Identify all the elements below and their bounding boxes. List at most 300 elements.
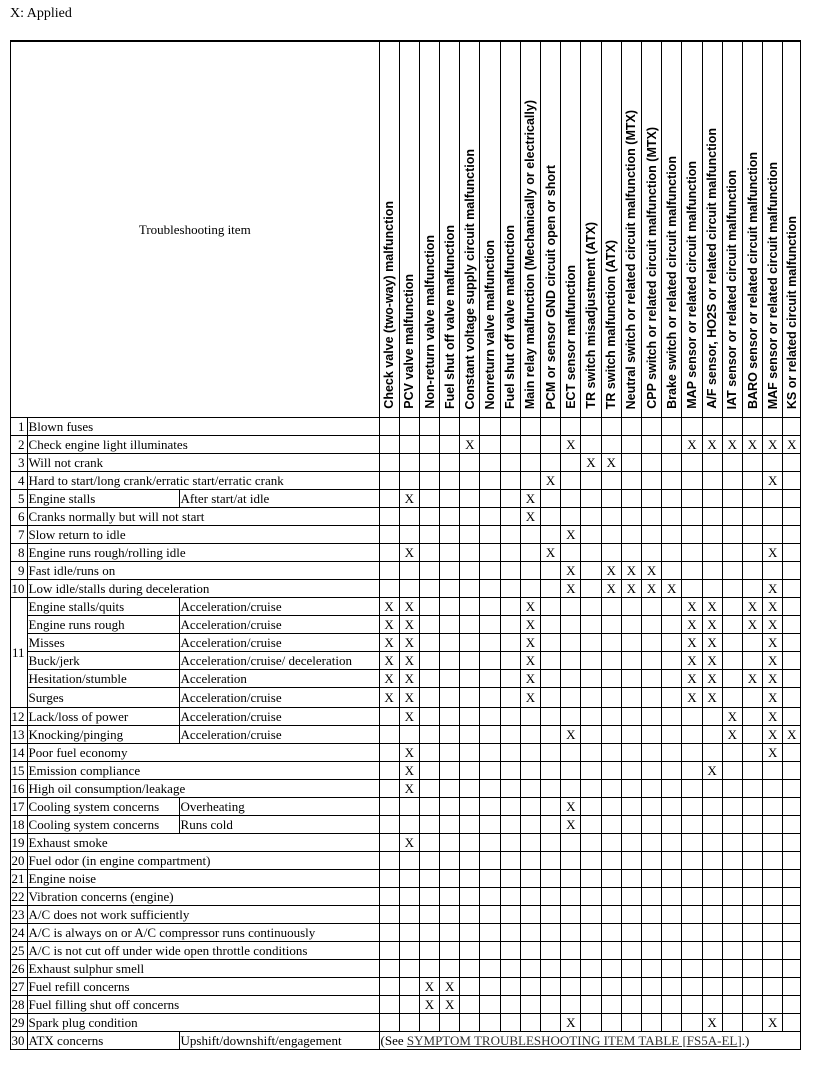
applied-cell: X (440, 978, 460, 996)
applied-cell (581, 852, 601, 870)
applied-cell (722, 852, 742, 870)
item-condition: Upshift/downshift/engagement (179, 1032, 379, 1050)
applied-cell: X (520, 490, 540, 508)
applied-cell (541, 708, 561, 726)
applied-cell (500, 418, 520, 436)
applied-cell (399, 472, 419, 490)
applied-cell: X (702, 652, 722, 670)
applied-cell (440, 816, 460, 834)
row-number: 6 (11, 508, 28, 526)
applied-cell: X (763, 708, 783, 726)
applied-cell (419, 616, 439, 634)
row-number: 21 (11, 870, 28, 888)
applied-cell (379, 978, 399, 996)
table-row (11, 942, 801, 960)
applied-cell (621, 960, 641, 978)
applied-cell (682, 834, 702, 852)
applied-cell (641, 996, 661, 1014)
applied-cell (722, 834, 742, 852)
applied-cell (480, 780, 500, 798)
column-header (379, 41, 399, 418)
applied-cell (500, 544, 520, 562)
applied-cell (419, 780, 439, 798)
applied-cell (460, 580, 480, 598)
applied-cell: X (379, 670, 399, 688)
applied-cell (722, 544, 742, 562)
item-condition: After start/at idle (179, 490, 379, 508)
applied-cell (662, 616, 682, 634)
applied-cell (722, 1014, 742, 1032)
applied-cell (621, 798, 641, 816)
applied-cell (379, 834, 399, 852)
applied-cell: X (763, 616, 783, 634)
applied-cell (763, 870, 783, 888)
applied-cell (541, 616, 561, 634)
applied-cell (763, 888, 783, 906)
applied-cell (399, 726, 419, 744)
troubleshooting-item: Blown fuses (27, 418, 379, 436)
applied-cell (399, 798, 419, 816)
applied-cell: X (763, 580, 783, 598)
applied-cell (783, 960, 801, 978)
applied-cell (662, 816, 682, 834)
applied-cell (641, 598, 661, 616)
applied-cell: X (399, 616, 419, 634)
applied-cell: X (702, 670, 722, 688)
applied-cell (581, 526, 601, 544)
applied-cell (460, 508, 480, 526)
applied-cell: X (783, 726, 801, 744)
applied-cell (399, 852, 419, 870)
applied-cell (541, 924, 561, 942)
applied-cell (520, 580, 540, 598)
applied-cell (480, 562, 500, 580)
column-header-label: KS or related circuit malfunction (784, 215, 799, 409)
applied-cell (641, 870, 661, 888)
applied-cell (440, 490, 460, 508)
applied-cell (440, 870, 460, 888)
applied-cell (783, 418, 801, 436)
applied-cell (742, 562, 762, 580)
applied-cell (500, 960, 520, 978)
applied-cell: X (763, 670, 783, 688)
troubleshooting-item: A/C is not cut off under wide open throttle conditions (27, 942, 379, 960)
applied-cell (702, 942, 722, 960)
applied-cell (399, 888, 419, 906)
applied-cell (419, 598, 439, 616)
applied-cell (601, 870, 621, 888)
troubleshooting-item: Hard to start/long crank/erratic start/erratic crank (27, 472, 379, 490)
applied-cell (399, 418, 419, 436)
applied-cell (601, 634, 621, 652)
applied-cell (541, 508, 561, 526)
applied-cell (702, 924, 722, 942)
applied-cell: X (419, 978, 439, 996)
applied-cell (702, 472, 722, 490)
table-row (11, 1014, 801, 1032)
applied-cell (783, 996, 801, 1014)
applied-cell (500, 924, 520, 942)
applied-cell (480, 996, 500, 1014)
applied-cell: X (682, 670, 702, 688)
applied-cell (399, 906, 419, 924)
applied-cell (419, 834, 439, 852)
applied-cell (500, 670, 520, 688)
applied-cell: X (763, 1014, 783, 1032)
applied-cell (500, 906, 520, 924)
applied-cell (379, 454, 399, 472)
applied-cell (561, 744, 581, 762)
applied-cell: X (742, 670, 762, 688)
table-row (11, 888, 801, 906)
applied-cell (379, 1014, 399, 1032)
applied-cell: X (399, 490, 419, 508)
applied-cell (460, 544, 480, 562)
applied-cell (662, 780, 682, 798)
applied-cell (742, 1014, 762, 1032)
applied-cell (581, 924, 601, 942)
applied-cell (682, 508, 702, 526)
applied-cell (763, 996, 783, 1014)
column-header (419, 41, 439, 418)
applied-cell (419, 580, 439, 598)
applied-cell (399, 580, 419, 598)
applied-cell (399, 562, 419, 580)
applied-cell (763, 490, 783, 508)
applied-cell: X (399, 744, 419, 762)
applied-cell: X (460, 436, 480, 454)
applied-cell (399, 960, 419, 978)
applied-cell (520, 978, 540, 996)
column-header-label: ECT sensor malfunction (563, 265, 578, 409)
applied-cell (440, 744, 460, 762)
applied-cell (601, 508, 621, 526)
applied-cell (480, 508, 500, 526)
row-number: 22 (11, 888, 28, 906)
applied-cell (440, 508, 460, 526)
column-header (742, 41, 762, 418)
applied-cell (520, 852, 540, 870)
applied-cell (621, 834, 641, 852)
table-row (11, 526, 801, 544)
troubleshooting-item: Engine runs rough/rolling idle (27, 544, 379, 562)
troubleshooting-item-header: Troubleshooting item (11, 41, 380, 418)
symptom-table-link[interactable]: SYMPTOM TROUBLESHOOTING ITEM TABLE [FS5A-EL] (406, 1032, 742, 1048)
applied-cell (541, 634, 561, 652)
row-number: 25 (11, 942, 28, 960)
applied-cell (742, 726, 762, 744)
applied-cell (379, 744, 399, 762)
applied-cell (581, 978, 601, 996)
applied-cell (763, 834, 783, 852)
column-header-label: Non-return valve malfunction (422, 235, 437, 409)
applied-cell (480, 526, 500, 544)
table-row (11, 834, 801, 852)
applied-cell (520, 418, 540, 436)
applied-cell (722, 562, 742, 580)
applied-cell (440, 888, 460, 906)
applied-cell (419, 526, 439, 544)
applied-cell (379, 924, 399, 942)
applied-cell (763, 816, 783, 834)
applied-cell (379, 580, 399, 598)
table-row (11, 816, 801, 834)
applied-cell (783, 616, 801, 634)
troubleshooting-item: High oil consumption/leakage (27, 780, 379, 798)
applied-cell (460, 634, 480, 652)
applied-cell (783, 978, 801, 996)
applied-cell: X (702, 762, 722, 780)
legend: X: Applied (10, 6, 72, 21)
applied-cell (419, 744, 439, 762)
applied-cell (581, 870, 601, 888)
applied-cell (379, 780, 399, 798)
troubleshooting-item: Cooling system concerns (27, 816, 179, 834)
applied-cell (783, 852, 801, 870)
applied-cell (722, 598, 742, 616)
applied-cell (621, 924, 641, 942)
applied-cell: X (662, 580, 682, 598)
column-header-label: Fuel shut off valve malfunction (503, 224, 518, 409)
applied-cell: X (682, 634, 702, 652)
applied-cell: X (399, 780, 419, 798)
applied-cell (581, 436, 601, 454)
applied-cell (440, 924, 460, 942)
row-number: 9 (11, 562, 28, 580)
applied-cell: X (742, 616, 762, 634)
applied-cell (520, 726, 540, 744)
applied-cell (641, 780, 661, 798)
applied-cell (520, 526, 540, 544)
row-number: 30 (11, 1032, 28, 1050)
table-row (11, 726, 801, 744)
applied-cell (702, 780, 722, 798)
applied-cell (601, 526, 621, 544)
applied-cell (440, 652, 460, 670)
applied-cell (682, 978, 702, 996)
applied-cell (541, 688, 561, 708)
column-header (601, 41, 621, 418)
row-number: 15 (11, 762, 28, 780)
item-condition: Runs cold (179, 816, 379, 834)
applied-cell (500, 726, 520, 744)
applied-cell (682, 580, 702, 598)
applied-cell (581, 942, 601, 960)
applied-cell (601, 744, 621, 762)
applied-cell (783, 580, 801, 598)
applied-cell (742, 652, 762, 670)
applied-cell (460, 834, 480, 852)
table-row (11, 598, 801, 616)
row-number: 26 (11, 960, 28, 978)
applied-cell (520, 544, 540, 562)
applied-cell (460, 924, 480, 942)
applied-cell (520, 834, 540, 852)
applied-cell (641, 1014, 661, 1032)
applied-cell (520, 906, 540, 924)
applied-cell (419, 798, 439, 816)
applied-cell: X (763, 544, 783, 562)
applied-cell (783, 798, 801, 816)
applied-cell (722, 942, 742, 960)
applied-cell (460, 996, 480, 1014)
applied-cell (682, 744, 702, 762)
applied-cell (500, 744, 520, 762)
applied-cell (742, 708, 762, 726)
applied-cell (500, 834, 520, 852)
applied-cell (581, 1014, 601, 1032)
column-header (722, 41, 742, 418)
applied-cell (480, 688, 500, 708)
applied-cell (520, 780, 540, 798)
applied-cell (601, 888, 621, 906)
column-header-label: Brake switch or related circuit malfunction (664, 156, 679, 409)
applied-cell: X (763, 726, 783, 744)
applied-cell (783, 1014, 801, 1032)
row-number: 1 (11, 418, 28, 436)
item-condition: Acceleration/cruise/ deceleration (179, 652, 379, 670)
applied-cell: X (702, 688, 722, 708)
applied-cell (379, 816, 399, 834)
applied-cell (702, 726, 722, 744)
applied-cell (480, 942, 500, 960)
applied-cell (641, 436, 661, 454)
applied-cell (742, 688, 762, 708)
applied-cell (641, 834, 661, 852)
applied-cell (662, 744, 682, 762)
applied-cell (702, 544, 722, 562)
applied-cell (682, 418, 702, 436)
applied-cell (621, 762, 641, 780)
applied-cell (419, 508, 439, 526)
applied-cell (561, 652, 581, 670)
applied-cell (500, 798, 520, 816)
applied-cell (460, 852, 480, 870)
applied-cell (641, 762, 661, 780)
column-header-label: MAF sensor or related circuit malfunction (765, 161, 780, 409)
applied-cell (601, 418, 621, 436)
applied-cell: X (399, 598, 419, 616)
troubleshooting-item: Engine stalls (27, 490, 179, 508)
applied-cell: X (702, 616, 722, 634)
applied-cell (722, 454, 742, 472)
applied-cell: X (722, 436, 742, 454)
applied-cell (460, 472, 480, 490)
applied-cell (682, 526, 702, 544)
applied-cell (581, 888, 601, 906)
applied-cell (662, 544, 682, 562)
applied-cell (460, 526, 480, 544)
applied-cell: X (520, 670, 540, 688)
applied-cell: X (399, 762, 419, 780)
applied-cell (581, 634, 601, 652)
applied-cell (561, 978, 581, 996)
applied-cell (702, 454, 722, 472)
applied-cell (460, 454, 480, 472)
applied-cell (621, 616, 641, 634)
applied-cell (440, 960, 460, 978)
applied-cell (399, 436, 419, 454)
applied-cell: X (601, 580, 621, 598)
applied-cell (460, 870, 480, 888)
applied-cell (500, 580, 520, 598)
applied-cell (480, 418, 500, 436)
applied-cell (480, 634, 500, 652)
applied-cell (641, 472, 661, 490)
applied-cell (722, 888, 742, 906)
applied-cell (561, 634, 581, 652)
applied-cell (561, 544, 581, 562)
applied-cell (541, 942, 561, 960)
applied-cell (399, 508, 419, 526)
applied-cell (500, 688, 520, 708)
applied-cell (742, 888, 762, 906)
applied-cell (662, 1014, 682, 1032)
applied-cell (621, 508, 641, 526)
applied-cell: X (561, 816, 581, 834)
row-number: 28 (11, 996, 28, 1014)
column-header (520, 41, 540, 418)
applied-cell (399, 454, 419, 472)
row-number: 14 (11, 744, 28, 762)
applied-cell (440, 544, 460, 562)
applied-cell (742, 996, 762, 1014)
applied-cell (601, 616, 621, 634)
applied-cell (641, 906, 661, 924)
applied-cell (500, 978, 520, 996)
applied-cell (742, 906, 762, 924)
troubleshooting-item: Engine noise (27, 870, 379, 888)
applied-cell (520, 942, 540, 960)
applied-cell (682, 924, 702, 942)
column-header-label: MAP sensor or related circuit malfunction (684, 161, 699, 409)
table-row (11, 996, 801, 1014)
applied-cell (601, 924, 621, 942)
applied-cell (541, 436, 561, 454)
applied-cell (500, 508, 520, 526)
applied-cell (783, 906, 801, 924)
applied-cell (460, 670, 480, 688)
applied-cell (460, 726, 480, 744)
applied-cell (419, 544, 439, 562)
applied-cell (702, 852, 722, 870)
applied-cell (641, 852, 661, 870)
applied-cell (440, 688, 460, 708)
applied-cell: X (379, 616, 399, 634)
applied-cell (763, 924, 783, 942)
troubleshooting-item: A/C does not work sufficiently (27, 906, 379, 924)
applied-cell (480, 598, 500, 616)
row-number: 11 (11, 598, 28, 708)
applied-cell (460, 906, 480, 924)
applied-cell (460, 942, 480, 960)
row-number: 16 (11, 780, 28, 798)
applied-cell (460, 816, 480, 834)
item-condition: Acceleration/cruise (179, 634, 379, 652)
applied-cell (783, 708, 801, 726)
applied-cell (621, 906, 641, 924)
applied-cell (581, 598, 601, 616)
applied-cell (561, 834, 581, 852)
applied-cell (500, 888, 520, 906)
applied-cell (561, 490, 581, 508)
applied-cell (742, 544, 762, 562)
applied-cell: X (399, 652, 419, 670)
row-number: 3 (11, 454, 28, 472)
applied-cell (763, 454, 783, 472)
applied-cell (440, 472, 460, 490)
table-row (11, 1032, 801, 1050)
